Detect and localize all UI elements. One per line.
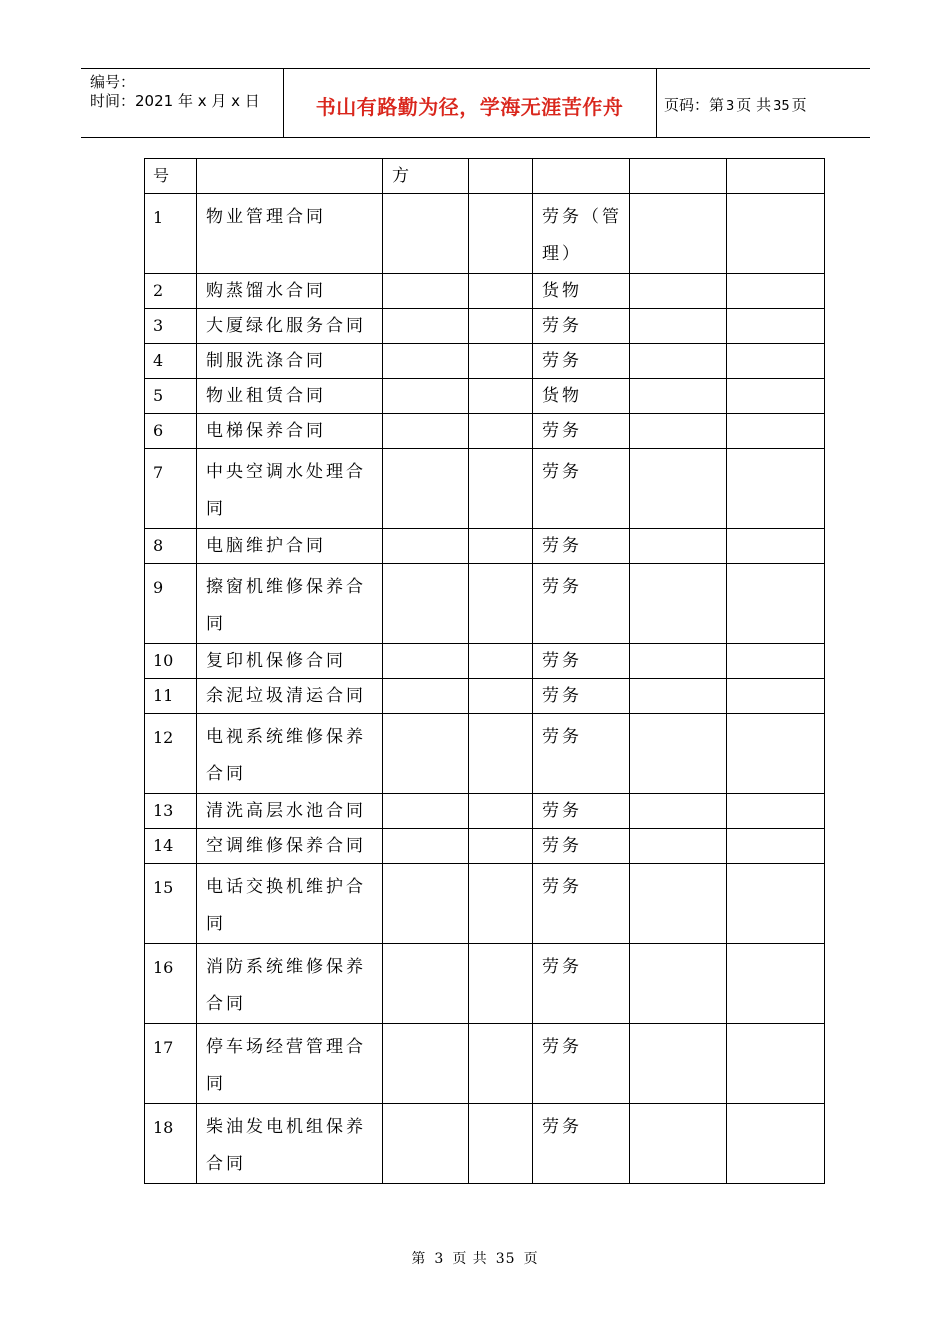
- contract-type: 劳务: [542, 686, 582, 706]
- contract-name: 购蒸馏水合同: [206, 281, 326, 301]
- empty-cell: [727, 1024, 825, 1104]
- row-number-cell: [145, 309, 197, 344]
- contract-name: 同: [206, 1074, 226, 1094]
- contract-name: 物业管理合同: [206, 207, 326, 227]
- contract-name: 清洗高层水池合同: [206, 801, 366, 821]
- table-header-cell: [727, 159, 825, 194]
- empty-cell: [630, 449, 727, 529]
- contract-name: 电视系统维修保养: [206, 727, 366, 747]
- empty-cell: [469, 1024, 533, 1104]
- contract-table: [144, 158, 825, 1184]
- contract-name-cell: [197, 829, 383, 864]
- footer-page-current: 3: [434, 1251, 445, 1267]
- empty-cell: [469, 414, 533, 449]
- empty-cell: [383, 679, 469, 714]
- empty-cell: [727, 344, 825, 379]
- row-number: 9: [153, 578, 164, 597]
- row-number-cell: [145, 864, 197, 944]
- empty-cell: [383, 864, 469, 944]
- table-row: [145, 309, 825, 344]
- contract-name-cell: [197, 449, 383, 529]
- header-meta: [90, 73, 260, 111]
- row-number-cell: [145, 829, 197, 864]
- table-row: [145, 829, 825, 864]
- empty-cell: [383, 414, 469, 449]
- table-row: [145, 194, 825, 274]
- empty-cell: [469, 274, 533, 309]
- empty-cell: [630, 344, 727, 379]
- empty-cell: [727, 309, 825, 344]
- contract-name: 余泥垃圾清运合同: [206, 686, 366, 706]
- contract-name-cell: [197, 529, 383, 564]
- empty-cell: [630, 1024, 727, 1104]
- contract-type: 劳务: [542, 877, 582, 897]
- contract-name-cell: [197, 714, 383, 794]
- empty-cell: [630, 414, 727, 449]
- empty-cell: [727, 379, 825, 414]
- page-current: 3: [726, 99, 735, 114]
- contract-name: 消防系统维修保养: [206, 957, 366, 977]
- row-number: 7: [153, 463, 164, 482]
- contract-type-cell: [533, 679, 630, 714]
- empty-cell: [630, 529, 727, 564]
- table-header-cell: 号: [145, 159, 197, 194]
- empty-cell: [383, 829, 469, 864]
- table-row: [145, 1024, 825, 1104]
- contract-type: 理）: [542, 244, 582, 264]
- contract-name: 复印机保修合同: [206, 651, 346, 671]
- empty-cell: [630, 274, 727, 309]
- table-row: [145, 529, 825, 564]
- contract-name-cell: [197, 944, 383, 1024]
- empty-cell: [727, 794, 825, 829]
- code-label: 编号：: [90, 73, 136, 91]
- contract-type-cell: [533, 414, 630, 449]
- table-row: [145, 344, 825, 379]
- contract-type: 劳务: [542, 421, 582, 441]
- row-number: 1: [153, 208, 164, 227]
- empty-cell: [630, 794, 727, 829]
- row-number-cell: [145, 944, 197, 1024]
- table-header-cell: [533, 159, 630, 194]
- contract-name-cell: [197, 864, 383, 944]
- contract-type-cell: [533, 1024, 630, 1104]
- contract-name: 物业租赁合同: [206, 386, 326, 406]
- empty-cell: [469, 864, 533, 944]
- empty-cell: [469, 309, 533, 344]
- footer-page-total: 35: [495, 1251, 516, 1267]
- contract-type: 劳务: [542, 536, 582, 556]
- contract-name: 空调维修保养合同: [206, 836, 366, 856]
- header-page-info: 页码：第 3 页 共 35 页: [664, 96, 807, 114]
- header-motto: 书山有路勤为径，学海无涯苦作舟: [315, 95, 624, 119]
- empty-cell: [469, 829, 533, 864]
- empty-cell: [727, 679, 825, 714]
- contract-name: 中央空调水处理合: [206, 462, 366, 482]
- contract-name: 柴油发电机组保养: [206, 1117, 366, 1137]
- empty-cell: [727, 864, 825, 944]
- contract-name-cell: [197, 309, 383, 344]
- contract-name-cell: [197, 379, 383, 414]
- contract-name: 合同: [206, 764, 246, 784]
- table-row: [145, 864, 825, 944]
- empty-cell: [727, 829, 825, 864]
- empty-cell: [383, 1024, 469, 1104]
- contract-name-cell: [197, 1104, 383, 1184]
- row-number-cell: [145, 564, 197, 644]
- row-number-cell: [145, 529, 197, 564]
- contract-name-cell: [197, 564, 383, 644]
- empty-cell: [630, 644, 727, 679]
- table-row: [145, 644, 825, 679]
- empty-cell: [469, 714, 533, 794]
- empty-cell: [383, 344, 469, 379]
- contract-name: 合同: [206, 994, 246, 1014]
- empty-cell: [383, 944, 469, 1024]
- date-label: 时间：2021 年 x 月 x 日: [90, 92, 260, 110]
- empty-cell: [469, 564, 533, 644]
- contract-type-cell: [533, 1104, 630, 1184]
- empty-cell: [469, 1104, 533, 1184]
- row-number: 12: [153, 728, 174, 747]
- empty-cell: [469, 794, 533, 829]
- contract-name-cell: [197, 414, 383, 449]
- empty-cell: [383, 794, 469, 829]
- contract-type: 劳务: [542, 1117, 582, 1137]
- contract-type-cell: [533, 274, 630, 309]
- contract-name-cell: [197, 344, 383, 379]
- table-row: [145, 414, 825, 449]
- page-footer: 第 3 页 共 35 页: [411, 1251, 539, 1267]
- row-number-cell: [145, 794, 197, 829]
- contract-type-cell: [533, 864, 630, 944]
- page-header: [81, 68, 870, 138]
- header-divider: [656, 69, 657, 137]
- empty-cell: [727, 944, 825, 1024]
- empty-cell: [630, 564, 727, 644]
- contract-type: 劳务（管: [542, 207, 622, 227]
- row-number: 4: [153, 351, 164, 370]
- contract-type-cell: [533, 794, 630, 829]
- table-row: [145, 449, 825, 529]
- contract-type: 货物: [542, 386, 582, 406]
- empty-cell: [630, 194, 727, 274]
- empty-cell: [630, 714, 727, 794]
- empty-cell: [383, 529, 469, 564]
- empty-cell: [630, 944, 727, 1024]
- empty-cell: [630, 379, 727, 414]
- contract-name-cell: [197, 679, 383, 714]
- contract-type-cell: [533, 529, 630, 564]
- table-header-cell: [469, 159, 533, 194]
- table-header-cell: [197, 159, 383, 194]
- contract-name: 制服洗涤合同: [206, 351, 326, 371]
- row-number-cell: [145, 414, 197, 449]
- page-total: 35: [773, 99, 790, 114]
- empty-cell: [727, 644, 825, 679]
- row-number: 17: [153, 1038, 174, 1057]
- row-number: 2: [153, 281, 164, 300]
- row-number: 18: [153, 1118, 174, 1137]
- empty-cell: [383, 194, 469, 274]
- contract-type: 劳务: [542, 351, 582, 371]
- empty-cell: [383, 714, 469, 794]
- row-number-cell: [145, 1024, 197, 1104]
- contract-type: 货物: [542, 281, 582, 301]
- empty-cell: [383, 309, 469, 344]
- contract-type: 劳务: [542, 727, 582, 747]
- row-number: 5: [153, 386, 164, 405]
- row-number: 3: [153, 316, 164, 335]
- empty-cell: [383, 274, 469, 309]
- row-number: 15: [153, 878, 174, 897]
- contract-name: 大厦绿化服务合同: [206, 316, 366, 336]
- table-row: [145, 944, 825, 1024]
- row-number-cell: [145, 714, 197, 794]
- empty-cell: [383, 449, 469, 529]
- contract-type: 劳务: [542, 577, 582, 597]
- row-number: 6: [153, 421, 164, 440]
- contract-name: 电脑维护合同: [206, 536, 326, 556]
- contract-name: 电话交换机维护合: [206, 877, 366, 897]
- empty-cell: [469, 644, 533, 679]
- empty-cell: [383, 379, 469, 414]
- empty-cell: [727, 1104, 825, 1184]
- empty-cell: [469, 344, 533, 379]
- contract-type: 劳务: [542, 957, 582, 977]
- row-number: 13: [153, 801, 174, 820]
- contract-type-cell: [533, 829, 630, 864]
- row-number-cell: [145, 644, 197, 679]
- contract-name: 擦窗机维修保养合: [206, 577, 366, 597]
- table-row: [145, 274, 825, 309]
- contract-type-cell: [533, 194, 630, 274]
- contract-type: 劳务: [542, 1037, 582, 1057]
- empty-cell: [727, 564, 825, 644]
- contract-name: 同: [206, 614, 226, 634]
- table-row: [145, 794, 825, 829]
- contract-name-cell: [197, 1024, 383, 1104]
- contract-type: 劳务: [542, 801, 582, 821]
- empty-cell: [383, 564, 469, 644]
- row-number: 10: [153, 651, 174, 670]
- contract-type: 劳务: [542, 836, 582, 856]
- empty-cell: [469, 679, 533, 714]
- empty-cell: [727, 529, 825, 564]
- table-row: [145, 679, 825, 714]
- contract-type-cell: [533, 309, 630, 344]
- contract-type: 劳务: [542, 651, 582, 671]
- empty-cell: [469, 529, 533, 564]
- row-number-cell: [145, 344, 197, 379]
- empty-cell: [630, 1104, 727, 1184]
- contract-name-cell: [197, 194, 383, 274]
- empty-cell: [469, 449, 533, 529]
- contract-name: 同: [206, 499, 226, 519]
- row-number-cell: [145, 379, 197, 414]
- empty-cell: [383, 1104, 469, 1184]
- contract-name: 停车场经营管理合: [206, 1037, 366, 1057]
- row-number: 14: [153, 836, 174, 855]
- contract-type-cell: [533, 449, 630, 529]
- table-row: [145, 714, 825, 794]
- contract-type-cell: [533, 344, 630, 379]
- row-number: 16: [153, 958, 174, 977]
- row-number: 8: [153, 536, 164, 555]
- row-number-cell: [145, 194, 197, 274]
- contract-name-cell: [197, 274, 383, 309]
- empty-cell: [630, 309, 727, 344]
- contract-type: 劳务: [542, 316, 582, 336]
- empty-cell: [469, 944, 533, 1024]
- contract-name-cell: [197, 794, 383, 829]
- contract-type-cell: [533, 644, 630, 679]
- row-number-cell: [145, 274, 197, 309]
- table-row: [145, 564, 825, 644]
- empty-cell: [630, 864, 727, 944]
- empty-cell: [727, 414, 825, 449]
- contract-type-cell: [533, 379, 630, 414]
- empty-cell: [727, 714, 825, 794]
- table-header-cell: [630, 159, 727, 194]
- contract-type-cell: [533, 564, 630, 644]
- row-number-cell: [145, 1104, 197, 1184]
- contract-type: 劳务: [542, 462, 582, 482]
- contract-name: 同: [206, 914, 226, 934]
- table-header-cell: 方: [383, 159, 469, 194]
- contract-name-cell: [197, 644, 383, 679]
- empty-cell: [469, 379, 533, 414]
- contract-type-cell: [533, 944, 630, 1024]
- empty-cell: [383, 644, 469, 679]
- empty-cell: [469, 194, 533, 274]
- contract-name: 电梯保养合同: [206, 421, 326, 441]
- empty-cell: [630, 829, 727, 864]
- row-number-cell: [145, 679, 197, 714]
- empty-cell: [727, 449, 825, 529]
- contract-name: 合同: [206, 1154, 246, 1174]
- empty-cell: [727, 194, 825, 274]
- empty-cell: [727, 274, 825, 309]
- table-row: [145, 379, 825, 414]
- table-header-row: [145, 159, 825, 194]
- table-row: [145, 1104, 825, 1184]
- row-number-cell: [145, 449, 197, 529]
- row-number: 11: [153, 686, 174, 705]
- empty-cell: [630, 679, 727, 714]
- contract-type-cell: [533, 714, 630, 794]
